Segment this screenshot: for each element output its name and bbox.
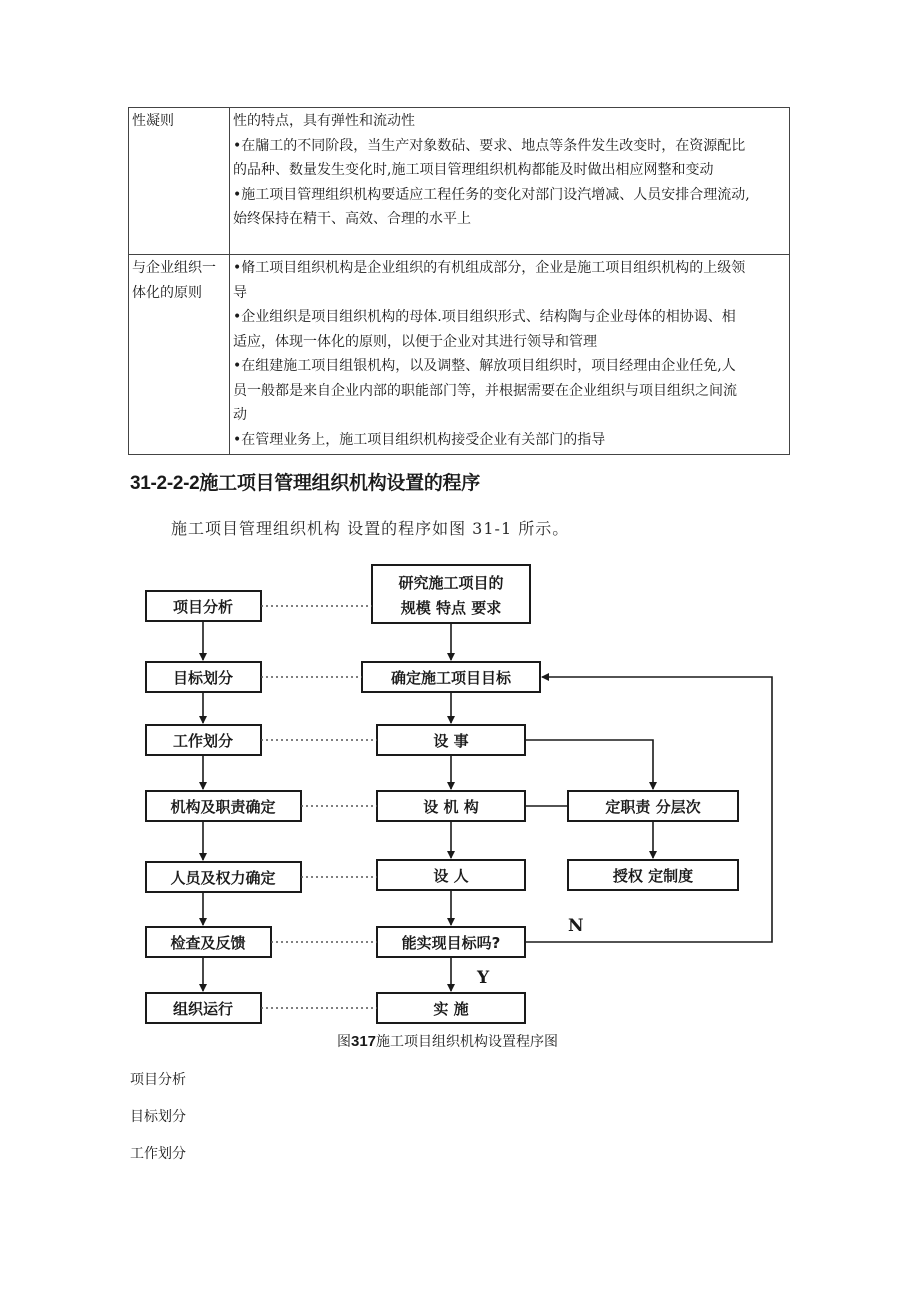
step-label: 设 事: [433, 732, 469, 750]
principle-content-cell: [230, 255, 790, 455]
step-authorize-rules: [568, 860, 738, 890]
trailing-item: 工作划分: [130, 1146, 186, 1162]
figure-intro-text: 施工项目管理组织机构 设置的程序如图 31-1 所示。: [171, 519, 570, 538]
step-label: 研究施工项目的: [398, 574, 504, 592]
step-work-division: [146, 725, 261, 755]
step-label: 人员及权力确定: [170, 869, 276, 887]
step-label: 设 机 构: [423, 798, 479, 816]
content-line: •在组建施工项目组银机构，以及调整、解放项目组织时，项目经理由企业任免,人: [233, 358, 736, 374]
step-study-project: [372, 565, 530, 623]
step-label: 项目分析: [172, 598, 234, 616]
content-line: 导: [233, 284, 247, 301]
step-label: 工作划分: [172, 732, 234, 750]
step-label: 确定施工项目目标: [390, 669, 512, 687]
section-heading: 31-2-2-2施工项目管理组织机构设置的程序: [130, 473, 480, 494]
principle-name: 性凝则: [132, 113, 174, 129]
content-line: 性的特点，具有弹性和流动性: [233, 113, 415, 129]
step-structure-duty: [146, 791, 301, 821]
step-label: 目标划分: [172, 669, 234, 687]
trailing-item: 目标划分: [130, 1109, 186, 1125]
step-check-goal: [377, 927, 525, 957]
step-label: 设 人: [433, 867, 469, 885]
content-line: 始终保持在精干、高效、合理的水平上: [233, 211, 471, 227]
content-line: •企业组织是项目组织机构的母体.项目组织形式、结构陶与企业母体的相协谒、相: [233, 309, 736, 325]
step-label: 能实现目标吗?: [401, 934, 501, 952]
step-label: 组织运行: [172, 1000, 234, 1018]
principle-content-cell: [230, 108, 790, 255]
yes-label: Y: [477, 968, 490, 988]
step-label: 机构及职责确定: [170, 798, 276, 816]
table-row: [129, 108, 790, 255]
content-line: 员一般都是来自企业内部的职能部门等，并根据需要在企业组织与项目组织之间流: [233, 382, 737, 399]
caption-text: 施工项目组织机构设置程序图: [376, 1034, 559, 1050]
content-line: •施工项目管理组织机构要适应工程任务的变化对部门设汽增减、人员安排合理流动,: [233, 186, 750, 203]
step-implement: [377, 993, 525, 1023]
figure-caption: [337, 1031, 558, 1051]
principles-table: [128, 107, 790, 455]
content-line: •在牖工的不同阶段，当生产对象数砧、要求、地点等条件发生改变时，在资源配比: [233, 137, 746, 154]
caption-number: 317: [351, 1033, 377, 1050]
principle-name: 体化的原则: [132, 284, 202, 301]
step-label: 检查及反馈: [170, 934, 246, 952]
principle-name: 与企业组织一: [132, 260, 216, 276]
content-line: 的品种、数量发生变化时,施工项目管理组织机构都能及时做出相应网整和变动: [233, 162, 714, 178]
step-determine-goal: [362, 662, 540, 692]
content-line: 动: [233, 407, 247, 423]
no-label: N: [568, 916, 584, 936]
trailing-item: 项目分析: [130, 1072, 186, 1088]
step-check-feedback: [146, 927, 271, 957]
org-setup-flowchart: [0, 555, 920, 1030]
principle-name-cell: [129, 255, 230, 455]
step-duties-levels: [568, 791, 738, 821]
table-row: [129, 255, 790, 455]
step-set-org: [377, 791, 525, 821]
step-set-tasks: [377, 725, 525, 755]
step-label: 授权 定制度: [612, 867, 694, 885]
step-org-operation: [146, 993, 261, 1023]
content-line: •在管理业务上，施工项目组织机构接受企业有关部门的指导: [233, 431, 606, 448]
step-project-analysis: [146, 591, 261, 621]
caption-prefix: 图: [337, 1034, 351, 1050]
step-staff-authority: [146, 862, 301, 892]
step-set-people: [377, 860, 525, 890]
step-goal-division: [146, 662, 261, 692]
content-line: 适应，体现一体化的原则，以便于企业对其进行领导和管理: [233, 333, 597, 350]
step-label: 规模 特点 要求: [400, 599, 502, 617]
content-line: •脩工项目组织机构是企业组织的有机组成部分，企业是施工项目组织机构的上级领: [233, 260, 746, 276]
principle-name-cell: [129, 108, 230, 255]
step-label: 定职责 分层次: [605, 798, 701, 816]
step-label: 实 施: [433, 1000, 469, 1018]
